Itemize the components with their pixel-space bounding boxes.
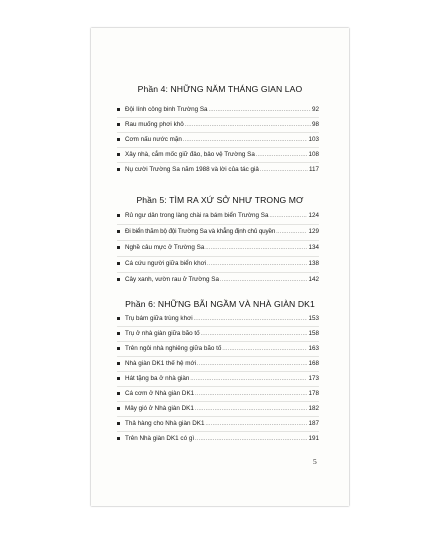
item-divider — [117, 431, 319, 432]
toc-item-title: Thả hàng cho Nhà giàn DK1 — [125, 420, 205, 427]
toc-item-title: Trụ bám giữa trùng khơi — [125, 315, 193, 322]
item-divider — [117, 416, 319, 417]
bullet-icon — [117, 332, 120, 335]
toc-item-page: 163 — [308, 345, 319, 352]
toc-item[interactable] — [117, 314, 319, 324]
toc-item-page: 108 — [308, 151, 319, 158]
toc-item[interactable] — [117, 211, 319, 221]
toc-item-title: Nhà giàn DK1 thế hệ mới — [125, 360, 196, 367]
toc-item-title: Cá cơm ở Nhà giàn DK1 — [125, 390, 195, 397]
item-divider — [117, 240, 319, 241]
item-divider — [117, 401, 319, 402]
item-divider — [117, 272, 319, 273]
toc-item[interactable] — [117, 105, 319, 115]
dot-leader — [194, 314, 308, 324]
toc-item-title: Xây nhà, cắm mốc giữ đảo, bảo vệ Trường Sa — [125, 151, 255, 158]
toc-item-title: Nghề câu mực ở Trường Sa — [125, 244, 205, 251]
bullet-icon — [117, 138, 120, 141]
item-divider — [117, 147, 319, 148]
toc-item[interactable] — [117, 275, 319, 285]
toc-item-title: Rủ ngư dân trong làng chài ra bám biển Trường Sa — [125, 212, 269, 219]
toc-item[interactable] — [117, 243, 319, 253]
bullet-icon — [117, 108, 120, 111]
toc-item-title: Cây xanh, vườn rau ở Trường Sa — [125, 276, 219, 283]
bullet-icon — [117, 392, 120, 395]
dot-leader — [256, 150, 308, 160]
bullet-icon — [117, 214, 120, 217]
dot-leader — [197, 359, 307, 369]
dot-leader — [207, 259, 307, 269]
toc-item-page: 168 — [308, 360, 319, 367]
toc-item-page: 98 — [311, 121, 319, 128]
toc-item-title: Đi biển thăm bộ đội Trường Sa và khẳng định chủ quyền — [125, 228, 276, 235]
dot-leader — [222, 344, 307, 354]
bullet-icon — [117, 362, 120, 365]
toc-item-page: 153 — [308, 315, 319, 322]
bullet-icon — [117, 153, 120, 156]
bullet-icon — [117, 278, 120, 281]
dot-leader — [276, 227, 307, 237]
toc-item[interactable] — [117, 259, 319, 269]
toc-item-title: Trụ ở nhà giàn giữa bão tố — [125, 330, 200, 337]
bullet-icon — [117, 422, 120, 425]
toc-item-page: 158 — [308, 330, 319, 337]
bullet-icon — [117, 377, 120, 380]
bullet-icon — [117, 437, 120, 440]
section-title-part-4: Phần 4: NHỮNG NĂM THÁNG GIAN LAO — [137, 84, 303, 94]
toc-item-page: 142 — [308, 276, 319, 283]
toc-item-title: Mây gió ở Nhà giàn DK1 — [125, 405, 194, 412]
toc-item[interactable] — [117, 150, 319, 160]
bullet-icon — [117, 123, 120, 126]
toc-item-page: 117 — [308, 166, 319, 173]
toc-item[interactable] — [117, 359, 319, 369]
page-number: 5 — [313, 457, 317, 466]
toc-item-page: 124 — [308, 212, 319, 219]
toc-item-page: 191 — [308, 435, 319, 442]
section-title-part-6: Phần 6: NHỮNG BÃI NGẦM VÀ NHÀ GIÀN DK1 — [125, 299, 315, 309]
toc-item-title: Hát tặng ba ở nhà giàn — [125, 375, 190, 382]
item-divider — [117, 371, 319, 372]
dot-leader — [209, 105, 311, 115]
toc-item[interactable] — [117, 165, 319, 175]
toc-item[interactable] — [117, 389, 319, 399]
book-page — [91, 28, 349, 506]
dot-leader — [195, 434, 307, 444]
section-title-part-5: Phần 5: TÌM RA XỨ SỞ NHƯ TRONG MƠ — [136, 195, 304, 205]
toc-item[interactable] — [117, 404, 319, 414]
bullet-icon — [117, 246, 120, 249]
dot-leader — [220, 275, 308, 285]
toc-item-page: 138 — [308, 260, 319, 267]
toc-item[interactable] — [117, 434, 319, 444]
toc-item[interactable] — [117, 135, 319, 145]
toc-item-page: 173 — [308, 375, 319, 382]
dot-leader — [195, 389, 307, 399]
item-divider — [117, 341, 319, 342]
toc-item-title: Đội lính công binh Trường Sa — [125, 106, 208, 113]
item-divider — [117, 386, 319, 387]
toc-item[interactable] — [117, 329, 319, 339]
toc-item[interactable] — [117, 419, 319, 429]
dot-leader — [201, 329, 308, 339]
bullet-icon — [117, 168, 120, 171]
toc-item[interactable] — [117, 120, 319, 130]
dot-leader — [205, 419, 307, 429]
bullet-icon — [117, 317, 120, 320]
toc-item[interactable] — [117, 374, 319, 384]
toc-item-page: 92 — [311, 106, 319, 113]
toc-item-title: Rau muống phơi khô — [125, 121, 184, 128]
toc-item[interactable] — [117, 344, 319, 354]
bullet-icon — [117, 407, 120, 410]
toc-item-title: Cơm nấu nước mặn — [125, 136, 182, 143]
toc-item-title: Trên Nhà giàn DK1 có gì — [125, 435, 195, 442]
toc-item-page: 129 — [308, 228, 319, 235]
dot-leader — [185, 120, 311, 130]
item-divider — [117, 162, 319, 163]
toc-item-title: Cá cứu người giữa biển khơi — [125, 260, 207, 267]
item-divider — [117, 132, 319, 133]
toc-item-title: Nụ cười Trường Sa năm 1988 và lời của tác giả — [125, 166, 259, 173]
toc-item-title: Trên ngôi nhà nghiêng giữa bão tố — [125, 345, 222, 352]
item-divider — [117, 256, 319, 257]
bullet-icon — [117, 230, 120, 233]
toc-item-page: 178 — [308, 390, 319, 397]
dot-leader — [183, 135, 308, 145]
item-divider — [117, 356, 319, 357]
item-divider — [117, 224, 319, 225]
toc-item-page: 103 — [308, 136, 319, 143]
toc-item[interactable] — [117, 227, 319, 237]
item-divider — [117, 326, 319, 327]
toc-item-page: 187 — [308, 420, 319, 427]
dot-leader — [269, 211, 307, 221]
dot-leader — [260, 165, 308, 175]
item-divider — [117, 117, 319, 118]
dot-leader — [190, 374, 307, 384]
toc-item-page: 134 — [308, 244, 319, 251]
bullet-icon — [117, 347, 120, 350]
dot-leader — [195, 404, 308, 414]
toc-item-page: 182 — [308, 405, 319, 412]
dot-leader — [205, 243, 307, 253]
bullet-icon — [117, 262, 120, 265]
